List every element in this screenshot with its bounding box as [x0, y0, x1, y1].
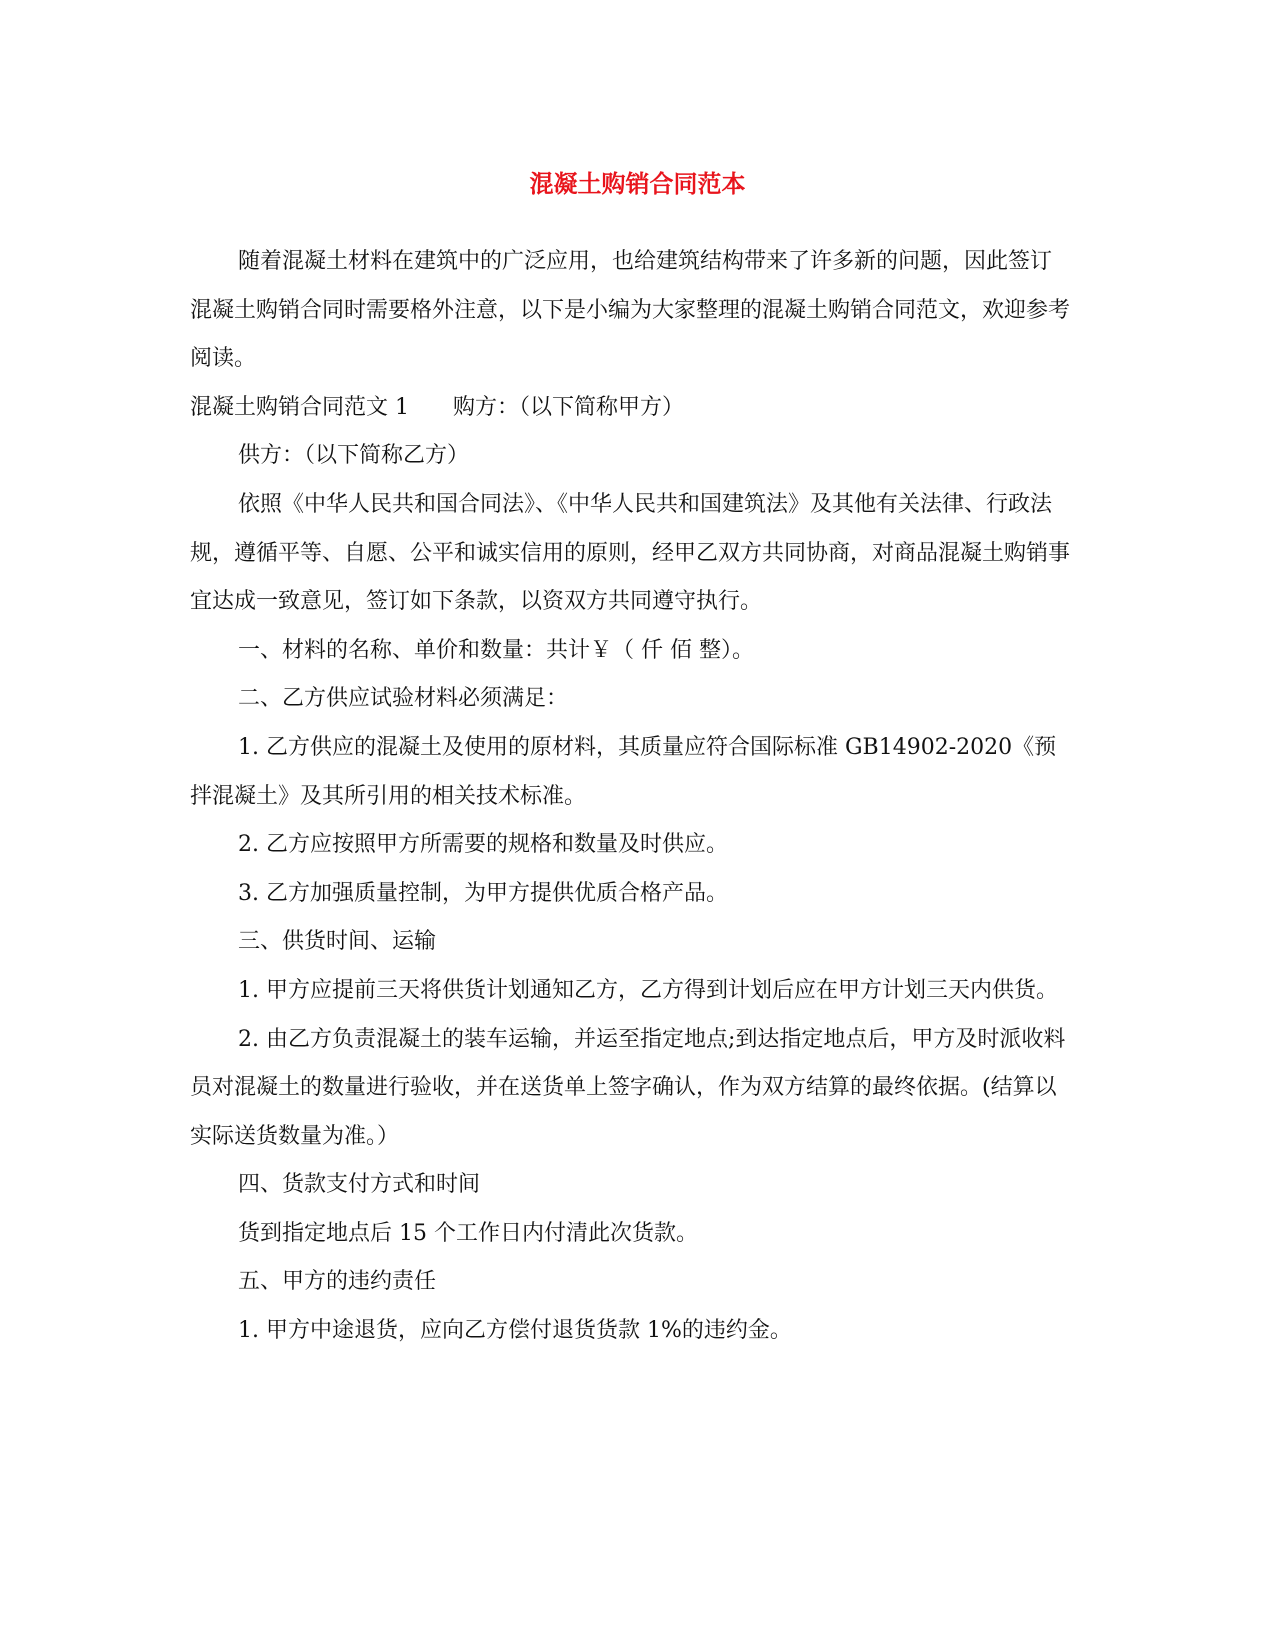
document-body — [190, 238, 1070, 1356]
clause-3-2: 2. 由乙方负责混凝土的装车运输，并运至指定地点;到达指定地点后，甲方及时派收料员对混凝土的数量进行验收，并在送货单上签字确认，作为双方结算的最终依据。(结算以实际送货数量为准。） — [190, 1026, 1066, 1149]
document-title: 混凝土购销合同范本 — [529, 169, 746, 198]
clause-5-1: 1. 甲方中途退货，应向乙方偿付退货货款 1%的违约金。 — [238, 1318, 792, 1344]
clause-4: 四、货款支付方式和时间 — [238, 1172, 481, 1198]
clause-3-1: 1. 甲方应提前三天将供货计划通知乙方，乙方得到计划后应在甲方计划三天内供货。 — [238, 977, 1058, 1003]
clause-3: 三、供货时间、运输 — [238, 929, 437, 955]
clause-2: 二、乙方供应试验材料必须满足： — [238, 686, 569, 712]
sample-heading-line — [190, 384, 1070, 433]
clause-5: 五、甲方的违约责任 — [238, 1269, 437, 1295]
clause-4-1: 货到指定地点后 15 个工作日内付清此次货款。 — [238, 1220, 698, 1246]
clause-2-2: 2. 乙方应按照甲方所需要的规格和数量及时供应。 — [238, 832, 728, 858]
sample-heading: 混凝土购销合同范文 1 — [190, 394, 409, 420]
basis-paragraph: 依照《中华人民共和国合同法》、《中华人民共和国建筑法》及其他有关法律、行政法规，遵循平等、自愿、公平和诚实信用的原则，经甲乙双方共同协商，对商品混凝土购销事宜达成一致意见，签订如下条款，以资双方共同遵守执行。 — [190, 491, 1071, 615]
clause-2-3: 3. 乙方加强质量控制，为甲方提供优质合格产品。 — [238, 880, 728, 906]
intro-paragraph: 随着混凝土材料在建筑中的广泛应用，也给建筑结构带来了许多新的问题，因此签订混凝土购销合同时需要格外注意，以下是小编为大家整理的混凝土购销合同范文，欢迎参考阅读。 — [190, 249, 1071, 372]
clause-2-1: 1. 乙方供应的混凝土及使用的原材料，其质量应符合国际标准 GB14902-2020《预拌混凝土》及其所引用的相关技术标准。 — [190, 734, 1057, 809]
clause-1: 一、材料的名称、单价和数量：共计￥（ 仟 佰 整）。 — [238, 637, 754, 663]
supplier-line: 供方：（以下简称乙方） — [238, 443, 470, 469]
buyer-line: 购方：（以下简称甲方） — [453, 394, 685, 420]
